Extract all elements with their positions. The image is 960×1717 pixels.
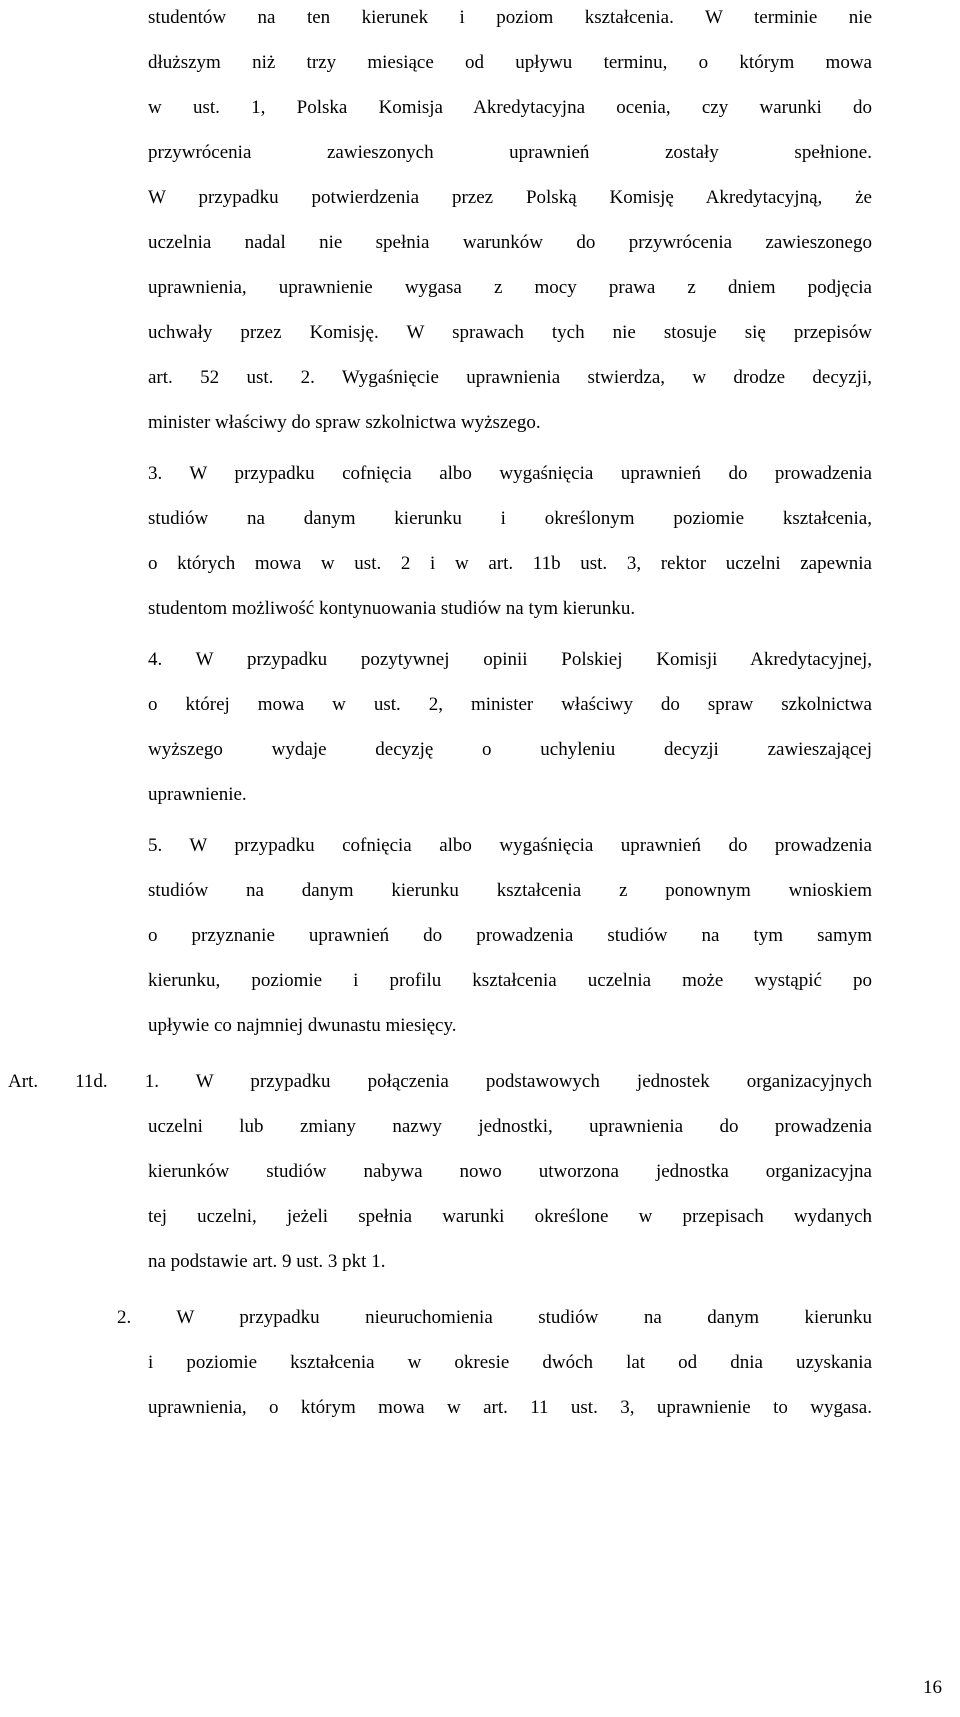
page-number: 16 (923, 1677, 942, 1698)
text-line: studentom możliwość kontynuowania studiów na tym kierunku. (148, 598, 636, 619)
text-line: 2. W przypadku nieuruchomienia studiów na danym kierunku (117, 1307, 872, 1328)
text-line: minister właściwy do spraw szkolnictwa wyższego. (148, 412, 541, 433)
text-line: upływie co najmniej dwunastu miesięcy. (148, 1015, 457, 1036)
text-line: studiów na danym kierunku i określonym poziomie kształcenia, (148, 508, 872, 529)
text-line: i poziomie kształcenia w okresie dwóch lat od dnia uzyskania (148, 1352, 872, 1373)
text-line: o przyznanie uprawnień do prowadzenia studiów na tym samym (148, 925, 872, 946)
text-line: przywrócenia zawieszonych uprawnień zostały spełnione. (148, 142, 872, 163)
text-line: uczelni lub zmiany nazwy jednostki, uprawnienia do prowadzenia (148, 1116, 872, 1137)
text-line: na podstawie art. 9 ust. 3 pkt 1. (148, 1251, 386, 1272)
text-line: w ust. 1, Polska Komisja Akredytacyjna ocenia, czy warunki do (148, 97, 872, 118)
text-line: dłuższym niż trzy miesiące od upływu terminu, o którym mowa (148, 52, 872, 73)
text-line: wyższego wydaje decyzję o uchyleniu decyzji zawieszającej (148, 739, 872, 760)
text-line: studiów na danym kierunku kształcenia z ponownym wnioskiem (148, 880, 872, 901)
text-line: kierunku, poziomie i profilu kształcenia uczelnia może wystąpić po (148, 970, 872, 991)
text-line: tej uczelni, jeżeli spełnia warunki określone w przepisach wydanych (148, 1206, 872, 1227)
text-line: 4. W przypadku pozytywnej opinii Polskiej Komisji Akredytacyjnej, (148, 649, 872, 670)
text-line: uprawnienia, o którym mowa w art. 11 ust. 3, uprawnienie to wygasa. (148, 1397, 872, 1418)
text-line: uczelnia nadal nie spełnia warunków do przywrócenia zawieszonego (148, 232, 872, 253)
text-line: art. 52 ust. 2. Wygaśnięcie uprawnienia stwierdza, w drodze decyzji, (148, 367, 872, 388)
text-line: o której mowa w ust. 2, minister właściwy do spraw szkolnictwa (148, 694, 872, 715)
article-heading-line: Art. 11d. 1. W przypadku połączenia podstawowych jednostek organizacyjnych (8, 1071, 872, 1092)
text-line: o których mowa w ust. 2 i w art. 11b ust. 3, rektor uczelni zapewnia (148, 553, 872, 574)
text-line: kierunków studiów nabywa nowo utworzona jednostka organizacyjna (148, 1161, 872, 1182)
text-line: uprawnienie. (148, 784, 247, 805)
text-line: studentów na ten kierunek i poziom kształcenia. W terminie nie (148, 7, 872, 28)
text-line: 3. W przypadku cofnięcia albo wygaśnięcia uprawnień do prowadzenia (148, 463, 872, 484)
text-line: uchwały przez Komisję. W sprawach tych nie stosuje się przepisów (148, 322, 872, 343)
text-line: W przypadku potwierdzenia przez Polską Komisję Akredytacyjną, że (148, 187, 872, 208)
text-line: uprawnienia, uprawnienie wygasa z mocy prawa z dniem podjęcia (148, 277, 872, 298)
text-line: 5. W przypadku cofnięcia albo wygaśnięcia uprawnień do prowadzenia (148, 835, 872, 856)
